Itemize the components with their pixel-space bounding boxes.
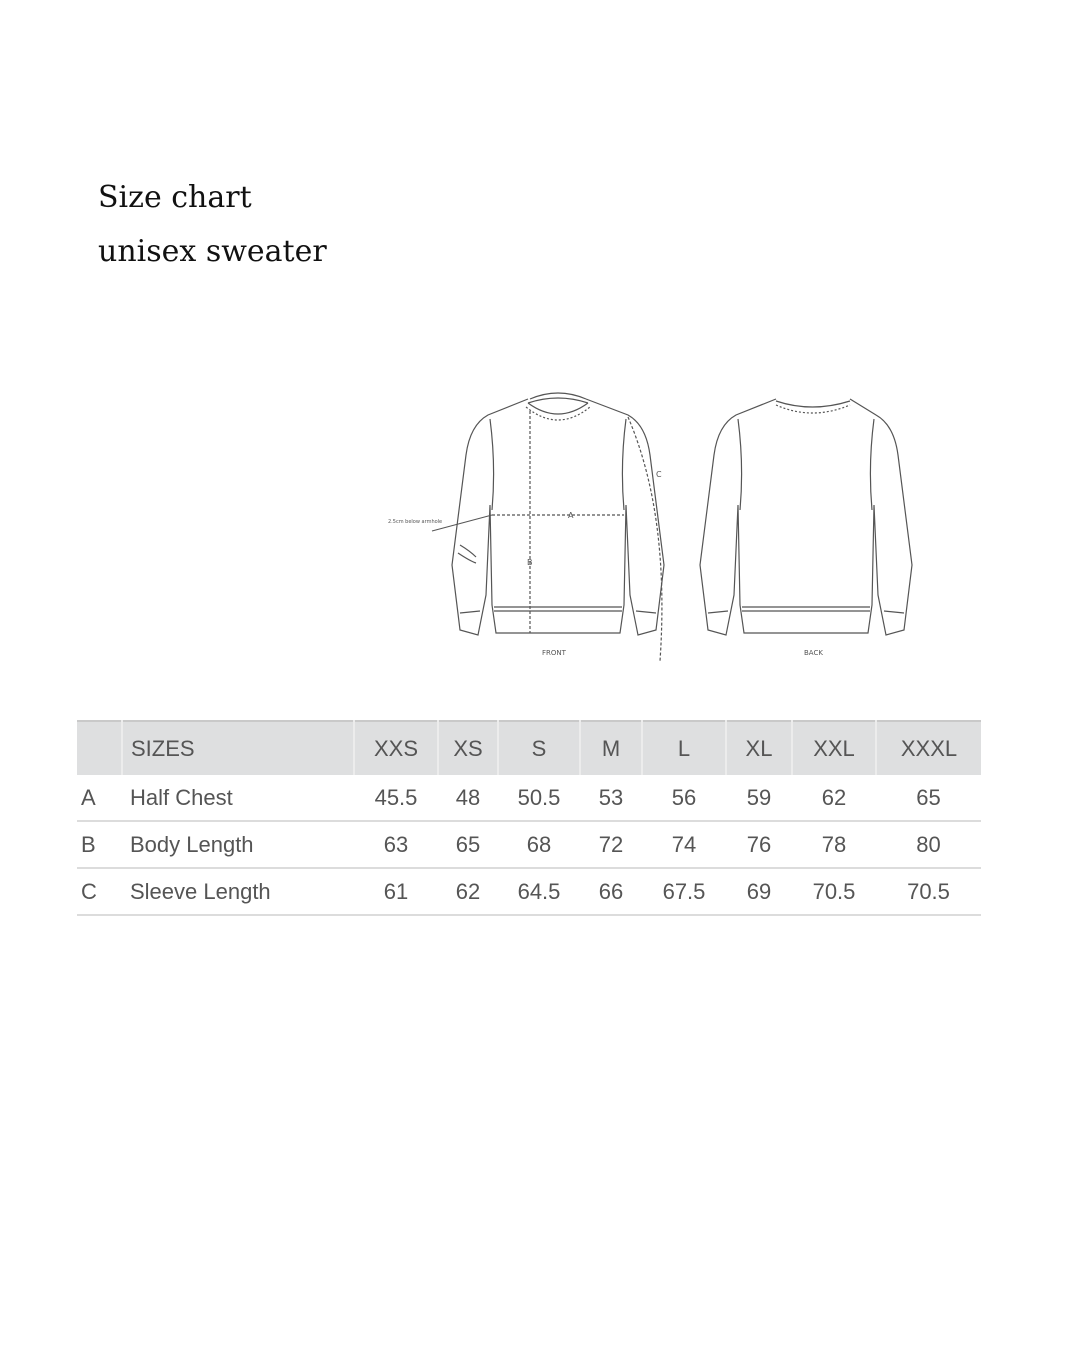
back-label: BACK [804, 649, 823, 657]
sweater-illustration [380, 385, 940, 670]
sizes-header: SIZES [122, 721, 354, 775]
row-label: Body Length [122, 821, 354, 868]
size-header: XL [726, 721, 792, 775]
table-cell: 65 [876, 775, 981, 821]
sweater-back-drawing [700, 399, 912, 635]
table-cell: 59 [726, 775, 792, 821]
measure-b-label: B [527, 558, 533, 567]
table-cell: 68 [498, 821, 580, 868]
table-cell: 76 [726, 821, 792, 868]
table-cell: 48 [438, 775, 498, 821]
row-code: C [77, 868, 122, 915]
measure-a-label: A [568, 511, 574, 520]
front-label: FRONT [542, 649, 566, 657]
table-cell: 45.5 [354, 775, 438, 821]
table-cell: 74 [642, 821, 726, 868]
header-corner-cell [77, 721, 122, 775]
row-code: A [77, 775, 122, 821]
size-header: L [642, 721, 726, 775]
row-label: Half Chest [122, 775, 354, 821]
table-cell: 56 [642, 775, 726, 821]
table-cell: 66 [580, 868, 642, 915]
size-header: XS [438, 721, 498, 775]
size-header: S [498, 721, 580, 775]
row-label: Sleeve Length [122, 868, 354, 915]
row-code: B [77, 821, 122, 868]
table-header-row [77, 721, 981, 775]
table-cell: 50.5 [498, 775, 580, 821]
table-cell: 65 [438, 821, 498, 868]
page-subtitle: unisex sweater [98, 234, 327, 269]
table-cell: 72 [580, 821, 642, 868]
table-cell: 80 [876, 821, 981, 868]
measure-c-label: C [656, 470, 662, 479]
table-cell: 62 [792, 775, 876, 821]
page-title: Size chart [98, 180, 252, 215]
table-cell: 70.5 [792, 868, 876, 915]
table-cell: 53 [580, 775, 642, 821]
table-cell: 64.5 [498, 868, 580, 915]
table-cell: 67.5 [642, 868, 726, 915]
table-row [77, 821, 981, 868]
size-header: XXS [354, 721, 438, 775]
sweater-front-drawing [432, 393, 664, 661]
size-table [77, 720, 981, 916]
table-row [77, 868, 981, 915]
table-cell: 78 [792, 821, 876, 868]
size-header: XXXL [876, 721, 981, 775]
table-cell: 70.5 [876, 868, 981, 915]
armhole-note: 2.5cm below armhole [388, 519, 443, 525]
size-header: M [580, 721, 642, 775]
table-cell: 62 [438, 868, 498, 915]
table-cell: 63 [354, 821, 438, 868]
size-header: XXL [792, 721, 876, 775]
table-cell: 69 [726, 868, 792, 915]
table-row [77, 775, 981, 821]
table-cell: 61 [354, 868, 438, 915]
